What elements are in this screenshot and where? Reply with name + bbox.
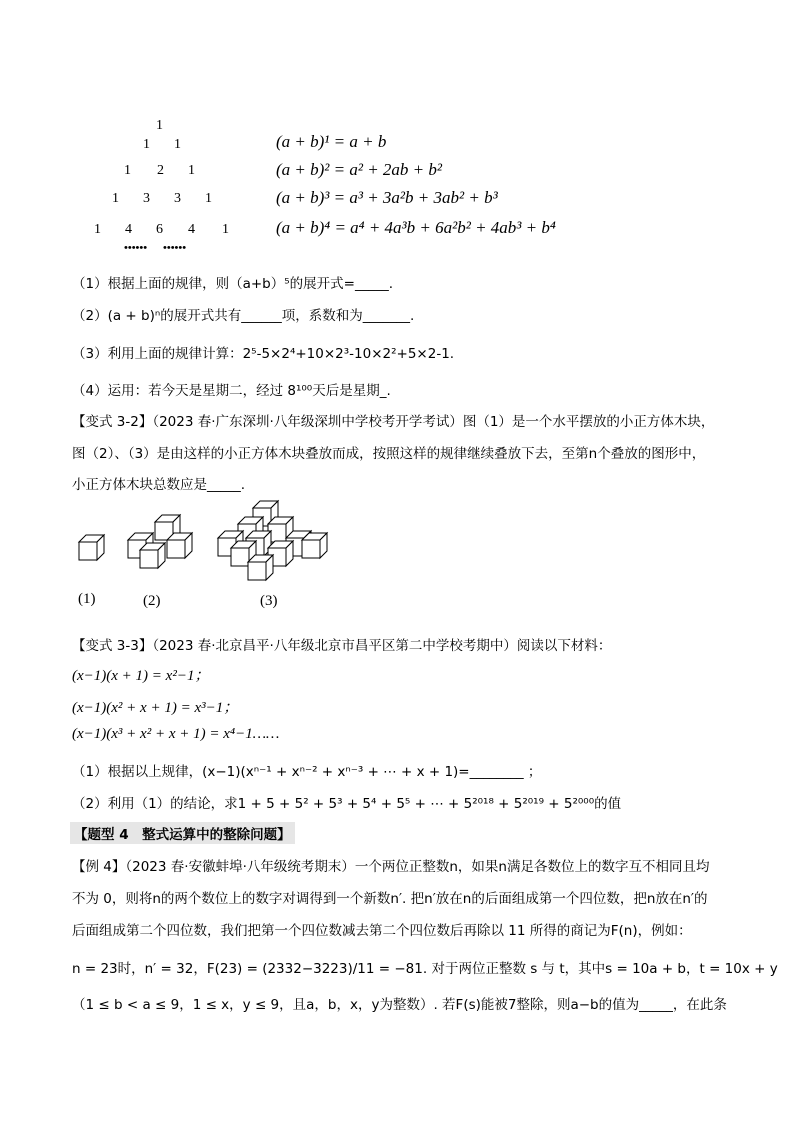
ellipsis-dots: ••••••	[124, 242, 148, 254]
cube-figures	[70, 498, 330, 588]
triangle-cell: 3	[174, 191, 181, 206]
cube	[248, 555, 273, 580]
triangle-cell: 1	[94, 222, 101, 237]
cube	[140, 543, 165, 568]
cube-stack-drawing	[70, 498, 330, 588]
variant-3-3-title: 【变式 3-3】（2023 春·北京昌平·八年级北京市昌平区第二中学校考期中）阅读以下材料：	[72, 638, 612, 654]
figure-label-1: (1)	[78, 591, 96, 607]
triangle-cell: 1	[188, 163, 195, 178]
cube	[167, 533, 192, 558]
question-4: （4）运用：若今天是星期二，经过 8¹⁰⁰天后是星期_.	[72, 383, 391, 399]
expansion-1: (a + b)¹ = a + b	[276, 132, 387, 151]
topic-4-heading: 【题型 4 整式运算中的整除问题】	[70, 822, 295, 844]
material-eq-1: (x−1)(x + 1) = x²−1；	[72, 668, 210, 684]
question-3: （3）利用上面的规律计算：2⁵-5×2⁴+10×2³-10×2²+5×2-1.	[72, 346, 455, 362]
triangle-cell: 6	[156, 222, 163, 237]
variant-3-2-line3: 小正方体木块总数应是_____.	[72, 477, 246, 493]
example-4-line2: 不为 0，则将n的两个数位上的数字对调得到一个新数n′. 把n′放在n的后面组成第一个四位数，把n放在n′的	[72, 891, 708, 907]
variant-3-3-q1: （1）根据以上规律，(x−1)(xⁿ⁻¹ + xⁿ⁻² + xⁿ⁻³ + ⋯ + x + 1)=________ ；	[72, 764, 542, 780]
material-eq-3: (x−1)(x³ + x² + x + 1) = x⁴−1……	[72, 726, 280, 742]
cube	[302, 533, 327, 558]
expansion-3: (a + b)³ = a³ + 3a²b + 3ab² + b³	[276, 188, 498, 207]
triangle-cell: 1	[174, 137, 181, 152]
triangle-cell: 2	[157, 163, 164, 178]
ellipsis-dots: ••••••	[163, 242, 187, 254]
triangle-cell: 1	[156, 118, 163, 133]
cube	[79, 535, 104, 560]
figure-label-3: (3)	[260, 593, 278, 609]
triangle-cell: 1	[124, 163, 131, 178]
variant-3-2-line2: 图（2）、（3）是由这样的小正方体木块叠放而成，按照这样的规律继续叠放下去，至第n个叠放的图形中，	[72, 446, 706, 462]
triangle-cell: 1	[222, 222, 229, 237]
triangle-cell: 1	[205, 191, 212, 206]
example-4-line5: （1 ≤ b < a ≤ 9，1 ≤ x，y ≤ 9，且a，b，x，y为整数）. 若F(s)能被7整除，则a−b的值为_____，在此条	[72, 997, 727, 1013]
triangle-cell: 4	[188, 222, 195, 237]
variant-3-2-line1: 【变式 3-2】（2023 春·广东深圳·八年级深圳中学校考开学考试）图（1）是一个水平摆放的小正方体木块，	[72, 414, 715, 430]
triangle-cell: 3	[143, 191, 150, 206]
example-4-line1: 【例 4】（2023 春·安徽蚌埠·八年级统考期末）一个两位正整数n，如果n满足各数位上的数字互不相同且均	[72, 859, 710, 875]
question-1: （1）根据上面的规律，则（a+b）⁵的展开式=_____.	[72, 276, 394, 292]
expansion-2: (a + b)² = a² + 2ab + b²	[276, 160, 442, 179]
triangle-cell: 4	[125, 222, 132, 237]
material-eq-2: (x−1)(x² + x + 1) = x³−1；	[72, 700, 239, 716]
triangle-cell: 1	[112, 191, 119, 206]
expansion-4: (a + b)⁴ = a⁴ + 4a³b + 6a²b² + 4ab³ + b⁴	[276, 218, 556, 237]
figure-label-2: (2)	[143, 593, 161, 609]
question-2: （2）(a + b)ⁿ的展开式共有______项，系数和为_______.	[72, 308, 415, 324]
example-4-line4: n = 23时，n′ = 32，F(23) = (2332−3223)/11 = −81. 对于两位正整数 s 与 t，其中s = 10a + b，t = 10x + y	[72, 961, 778, 977]
variant-3-3-q2: （2）利用（1）的结论，求1 + 5 + 5² + 5³ + 5⁴ + 5⁵ + ⋯ + 5²⁰¹⁸ + 5²⁰¹⁹ + 5²⁰⁰⁰的值	[72, 796, 622, 812]
example-4-line3: 后面组成第二个四位数，我们把第一个四位数减去第二个四位数后再除以 11 所得的商记为F(n)，例如：	[72, 923, 692, 939]
triangle-cell: 1	[143, 137, 150, 152]
